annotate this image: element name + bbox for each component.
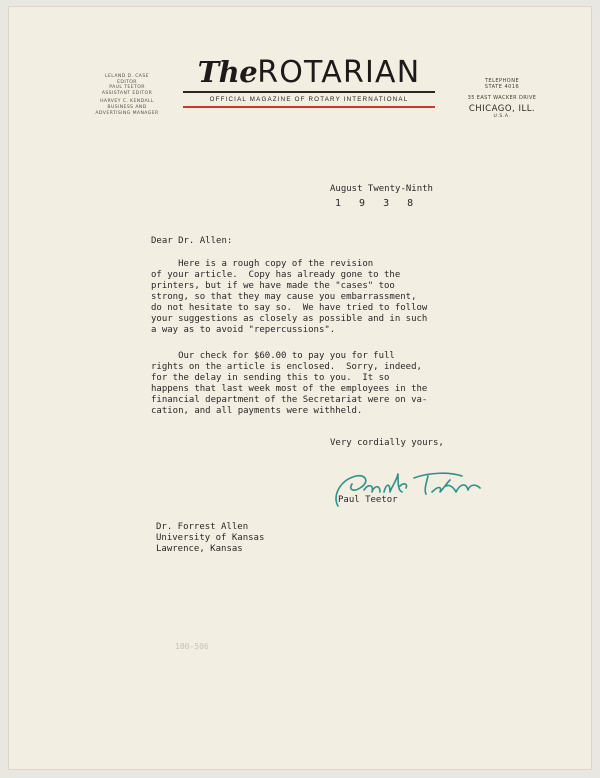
text-line: of your article. Copy has already gone to the: [151, 270, 401, 280]
faint-mark: 100-506: [175, 642, 209, 651]
staff-line: BUSINESS AND: [107, 104, 147, 110]
logo-title: [183, 52, 435, 92]
recipient-address: [156, 522, 264, 555]
text-line: Our check for $60.00 to pay you for full: [151, 351, 395, 361]
text-line: your suggestions as closely as possible and in such: [151, 314, 428, 324]
country: U.S.A.: [493, 114, 511, 119]
year-line: 1 9 3 8: [335, 198, 416, 209]
text-line: a way as to avoid "repercussions".: [151, 325, 336, 335]
address-line: University of Kansas: [156, 533, 265, 543]
handwritten-signature: [330, 466, 490, 514]
staff-line: ADVERTISING MANAGER: [95, 110, 159, 116]
staff-line: HARVEY C. KENDALL: [100, 99, 154, 105]
logo-red-rule: [183, 106, 435, 108]
contact-block: [461, 78, 543, 119]
street-address: 35 EAST WACKER DRIVE: [467, 95, 537, 101]
address-line: Dr. Forrest Allen: [156, 522, 249, 532]
text-line: strong, so that they may cause you embarrassment,: [151, 292, 417, 302]
typed-signature-name: Paul Teetor: [338, 495, 398, 505]
text-line: do not hesitate to say so. We have tried to follow: [151, 303, 428, 313]
rotarian-logo: [183, 52, 435, 108]
text-line: Here is a rough copy of the revision: [151, 259, 374, 269]
telephone-label: TELEPHONE: [484, 78, 520, 84]
logo-subtitle: OFFICIAL MAGAZINE OF ROTARY INTERNATIONAL: [209, 96, 409, 103]
paragraph: [151, 259, 427, 336]
paragraph: [151, 351, 427, 417]
staff-line: EDITOR: [117, 79, 137, 85]
date-line: August Twenty-Ninth: [330, 184, 433, 194]
letter-sheet: [8, 6, 592, 770]
logo-name: ROTARIAN: [257, 55, 421, 90]
salutation: Dear Dr. Allen:: [151, 236, 233, 246]
logo-the: The: [197, 55, 258, 89]
text-line: printers, but if we have made the "cases" too: [151, 281, 395, 291]
text-line: for the delay in sending this to you. It so: [151, 373, 390, 383]
text-line: cation, and all payments were withheld.: [151, 406, 363, 416]
telephone-value: STATE 4016: [484, 84, 520, 90]
closing: Very cordially yours,: [330, 438, 444, 448]
text-line: rights on the article is enclosed. Sorry, indeed,: [151, 362, 422, 372]
address-line: Lawrence, Kansas: [156, 544, 243, 554]
staff-line: PAUL TEETOR: [109, 85, 145, 91]
staff-list: [88, 74, 166, 116]
text-line: happens that last week most of the employees in the: [151, 384, 428, 394]
staff-line: ASSISTANT EDITOR: [101, 90, 153, 96]
city: CHICAGO, ILL.: [468, 104, 536, 114]
staff-line: LELAND D. CASE: [105, 74, 149, 79]
text-line: financial department of the Secretariat were on va-: [151, 395, 428, 405]
